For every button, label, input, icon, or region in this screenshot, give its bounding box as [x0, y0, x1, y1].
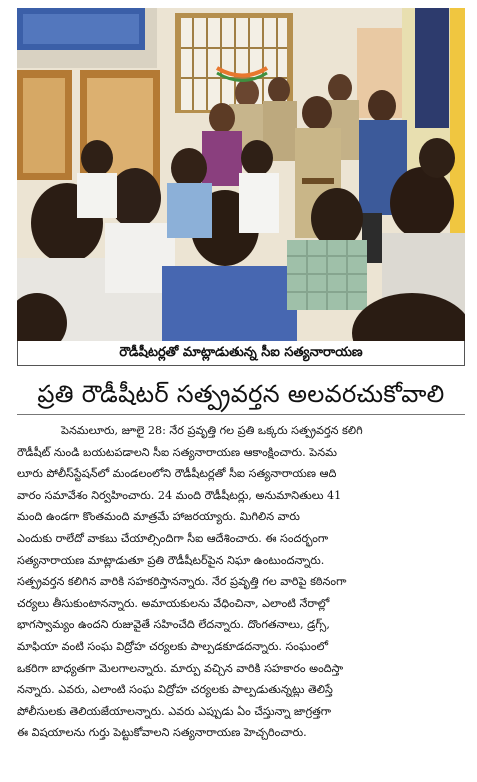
body-line: రౌడీషీట్ నుండి బయటపడాలని సీఐ సత్యనారాయణ ఆకాంక్షించారు. పెనమ: [17, 445, 337, 459]
body-line: వారం సమావేశం నిర్వహించారు. 24 మంది రౌడీషీటర్లు, అనుమానితులు 41: [17, 488, 342, 502]
body-line: నన్నారు. ఎవరు, ఎలాంటి సంఘ విద్రోహ చర్యలకు పాల్పడుతున్నట్లు తెలిస్తే: [17, 683, 333, 697]
body-line: సత్యనారాయణ మాట్లాడుతూ ప్రతి రౌడీషీటర్‌పైన నిఘా ఉంటుందన్నారు.: [17, 553, 325, 567]
group-meeting-photo: [17, 8, 465, 341]
body-line: పెనమలూరు, జూలై 28: నేర ప్రవృత్తి గల ప్రతి ఒక్కరు సత్ప్రవర్తన కలిగి: [61, 424, 363, 437]
body-line: సత్ప్రవర్తన కలిగిన వారికి సహకరిస్తానన్నారు. నేర ప్రవృత్తి గల వారిపై కఠినంగా: [17, 575, 347, 589]
body-line: భాగస్వామ్యం ఉందని రుజువైతే సహించేది లేదన్నారు. దొంగతనాలు, డ్రగ్స్,: [17, 618, 330, 632]
article-headline: ప్రతి రౌడీషీటర్ సత్ప్రవర్తన అలవరచుకోవాలి: [37, 380, 445, 408]
news-photo: [17, 8, 465, 341]
body-line: ఈ విషయాలను గుర్తు పెట్టుకోవాలని సత్యనారాయణ హెచ్చరించారు.: [17, 726, 307, 740]
photo-caption: రౌడీషీటర్లతో మాట్లాడుతున్న సీఐ సత్యనారాయణ: [17, 341, 465, 366]
body-line: మాఫియా వంటి సంఘ విద్రోహ చర్యలకు పాల్పడకూడదన్నారు. సంఘంలో: [17, 639, 329, 653]
body-line: ఎందుకు రాలేదో వాకబు చేయాల్సిందిగా సీఐ ఆదేశించారు. ఈ సందర్భంగా: [17, 531, 329, 545]
body-line: మంది ఉండగా కొంతమంది మాత్రమే హాజరయ్యారు. మిగిలిన వారు: [17, 510, 300, 524]
body-line: ఒకరిగా బాధ్యతగా మెలగాలన్నారు. మార్పు వచ్చిన వారికి సహకారం అందిస్తా: [17, 661, 344, 675]
body-line: లూరు పోలీస్‌స్టేషన్‌లో మండలంలోని రౌడీషీటర్లతో సీఐ సత్యనారాయణ ఆది: [17, 467, 337, 481]
body-line: చర్యలు తీసుకుంటానన్నారు. అమాయకులను వేధించినా, ఎలాంటి నేరాల్లో: [17, 596, 330, 610]
article-body: [17, 420, 465, 744]
headline-divider: [17, 414, 465, 415]
body-line: పోలీసులకు తెలియజేయాలన్నారు. ఎవరు ఎప్పుడు ఏం చేస్తున్నా జాగ్రత్తగా: [17, 704, 332, 718]
